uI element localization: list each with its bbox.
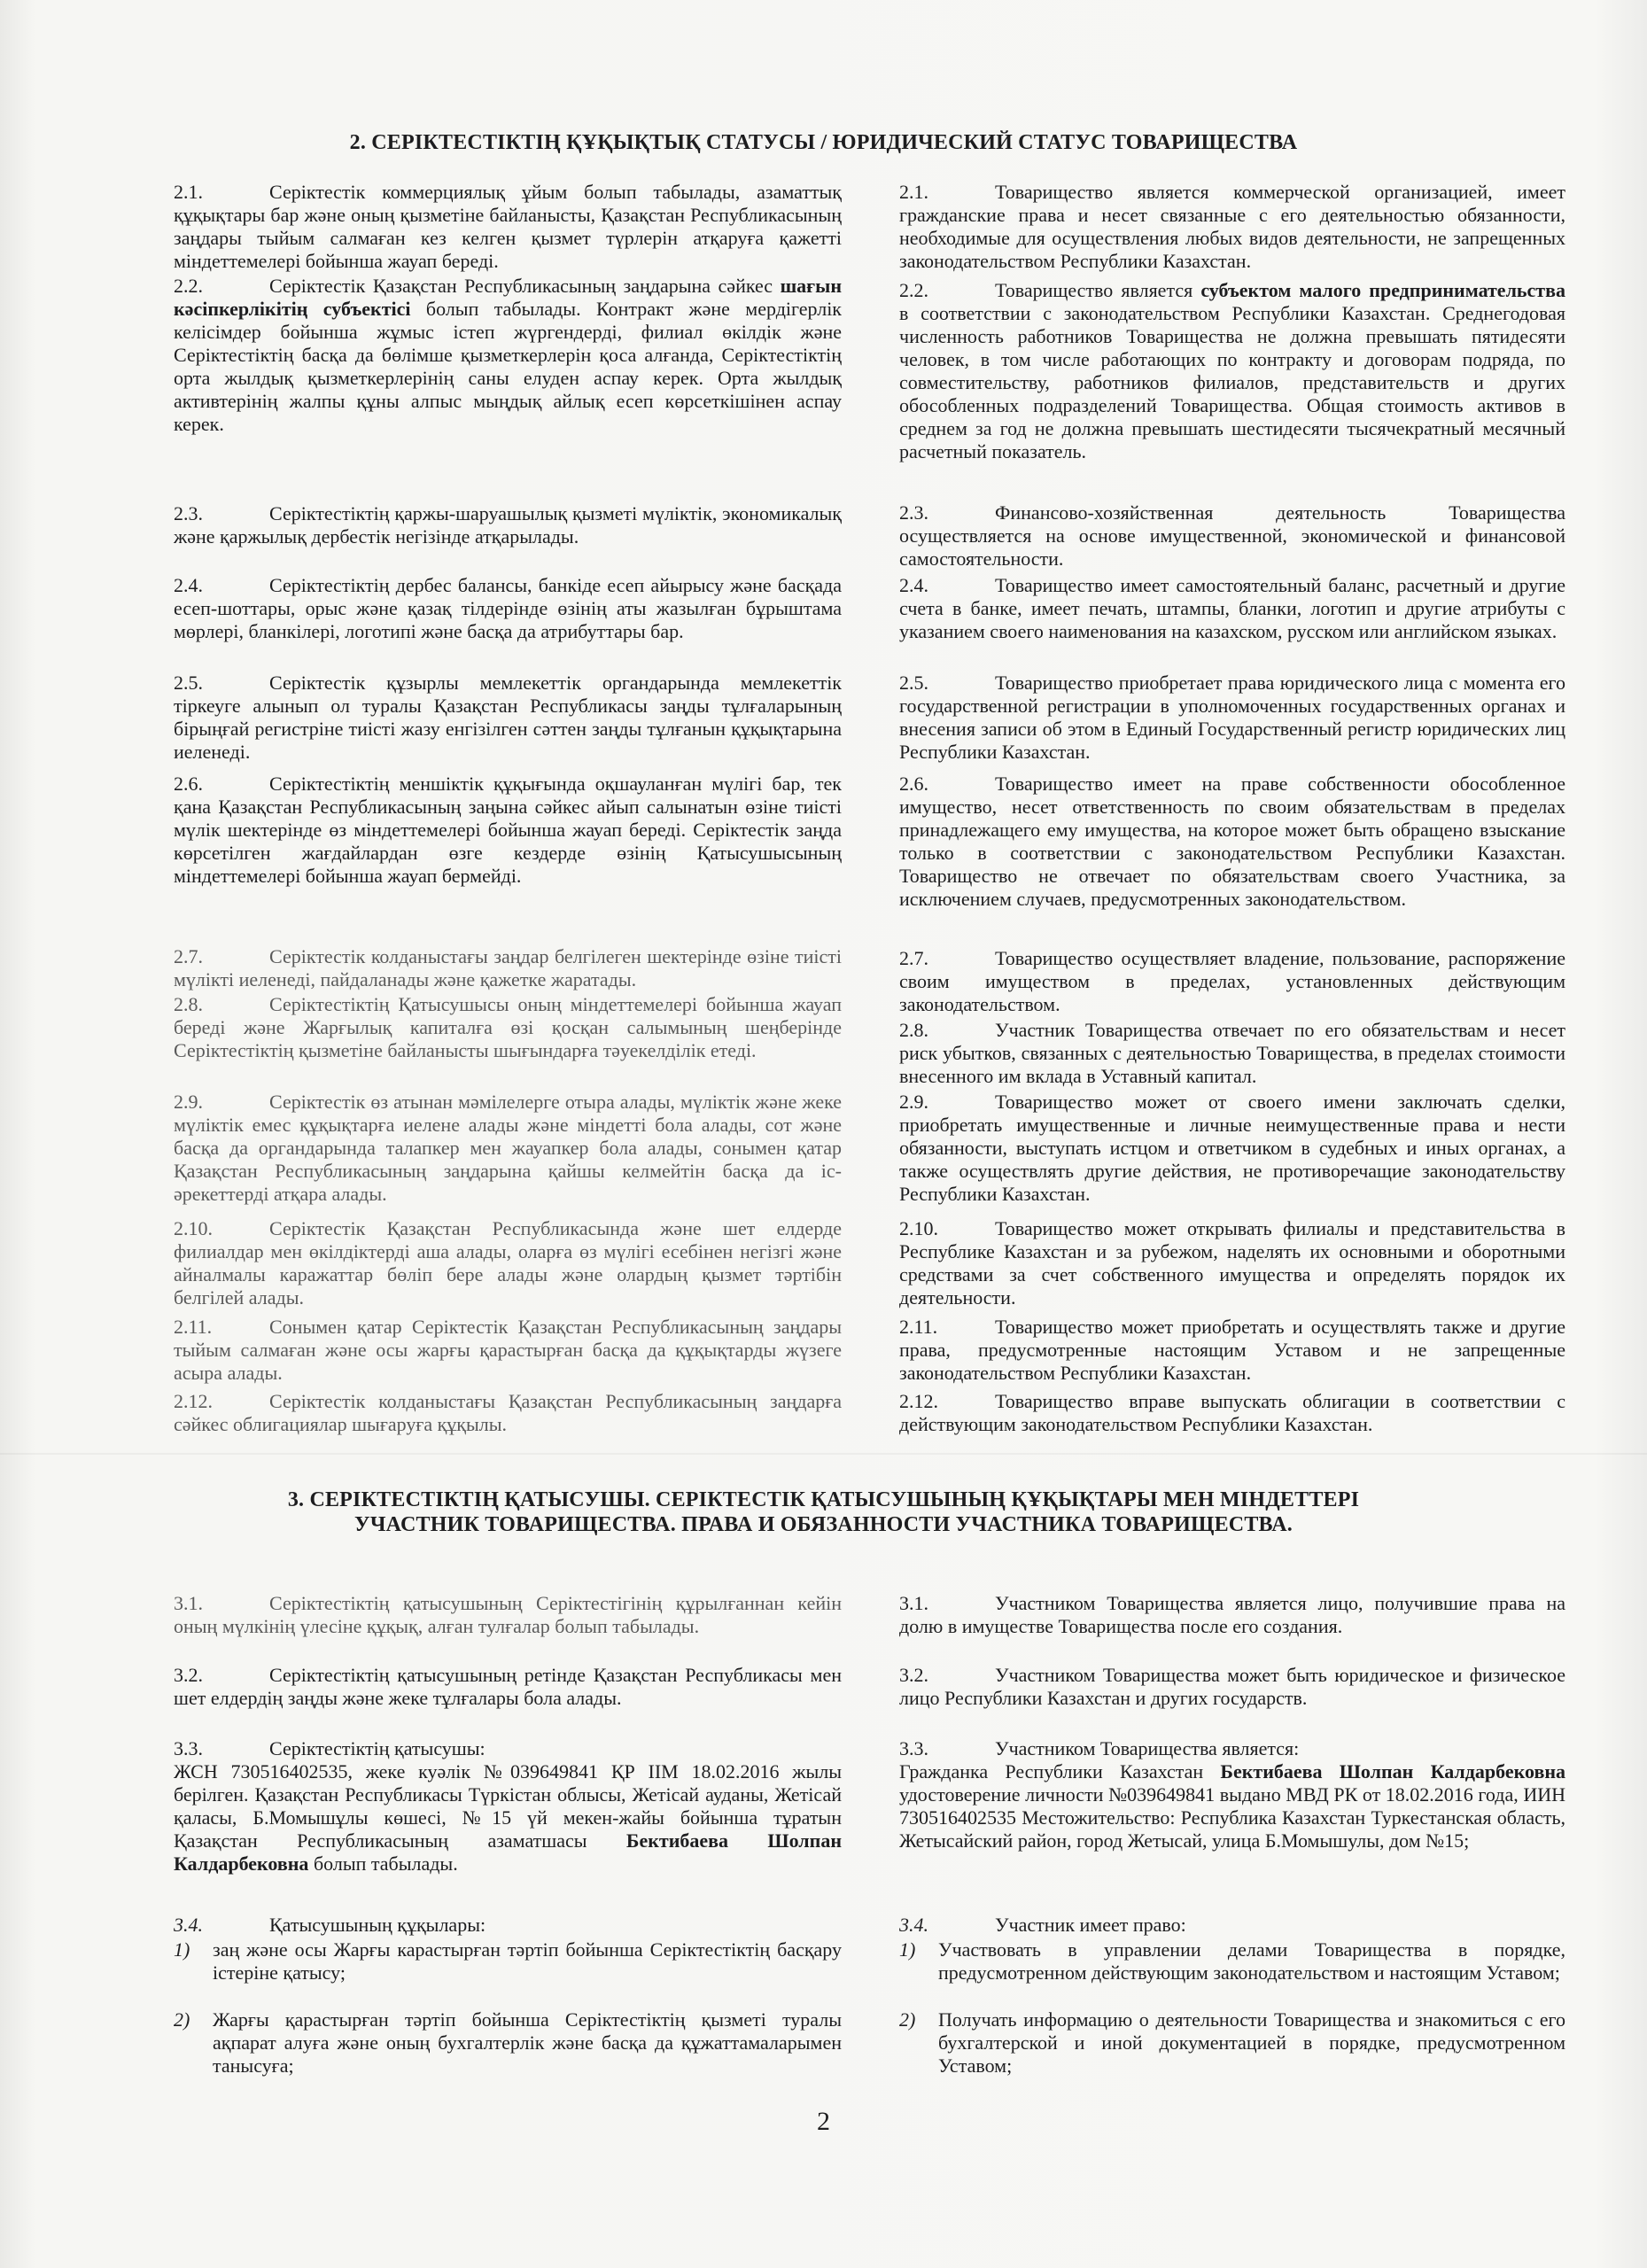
kz-clause-3-1: 3.1. Серіктестіктің қатысушының Серіктестігінің құрылғаннан кейін оның мүлкінің үлесіне құқық, алған тулғалар болып табылады. [174,1592,842,1637]
section-3-heading-line-1: 3. СЕРІКТЕСТІКТІҢ ҚАТЫСУШЫ. СЕРІКТЕСТІК ҚАТЫСУШЫНЫҢ ҚҰҚЫҚТАРЫ МЕН МІНДЕТТЕРІ [287,1488,1360,1511]
ru-clause-2-11: 2.11. Товарищество может приобретать и осуществлять также и другие права, предусмотренные настоящим Уставом и не запрещенные законодательством Республики Казахстан. [899,1316,1565,1384]
kz-clause-2-6: 2.6. Серіктестіктің меншіктік құқығында оқшауланған мүлігі бар, тек қана Қазақстан Республикасының заңына сәйкес айып салынатын өзіне тиісті мүлік шектерінде өз міндеттемелері бойынша жауап береді. Серіктестік заңда көрсетілген жағдайлардан өзге кездерде өзінің Қатысушысының міндеттемелері бойынша жауап бермейді. [174,773,842,887]
scan-fold-line [0,1453,1647,1455]
ru-clause-3-2: 3.2. Участником Товарищества может быть юридическое и физическое лицо Республики Казахстан и других государств. [899,1664,1565,1709]
ru-clause-2-9: 2.9. Товарищество может от своего имени заключать сделки, приобретать имущественные и личные неимущественные права и нести обязанности, выступать истцом и ответчиком в судебных и иных органах, а также осуществлять другие действия, не противоречащие законодательству Республики Казахстан. [899,1091,1565,1205]
kz-clause-3-4: 3.4. Қатысушының құқылары: [174,1914,486,1936]
kz-right-item-2: 2) Жарғы қарастырған тәртіп бойынша Серіктестіктің қызметі туралы ақпарат алуға және оның бухгалтерлік және басқа да құжаттамаларымен танысуға; [174,2008,842,2077]
ru-clause-3-3: 3.3. Участником Товарищества является: Гражданка Республики Казахстан Бектибаева Шолпан Калдарбековна удостоверение личности №039649841 выдано МВД РК от 18.02.2016 года, ИИН 730516402535 Местожительство: Республика Казахстан Туркестанская область, Жетысайский район, город Жетысай, улица Б.Момышулы, дом №15; [899,1737,1566,1852]
ru-clause-2-7: 2.7. Товарищество осуществляет владение, пользование, распоряжение своим имуществом в пределах, установленных действующим законодательством. [899,947,1565,1015]
ru-clause-2-6: 2.6. Товарищество имеет на праве собственности обособленное имущество, несет ответственность по своим обязательствам в пределах принадлежащего ему имущества, на которое может быть обращено взыскание только в соответствии с законодательством Республики Казахстан. Товарищество не отвечает по обязательствам своего Участника, за исключением случаев, предусмотренных законодательством. [899,773,1565,910]
ru-clause-2-4: 2.4. Товарищество имеет самостоятельный баланс, расчетный и другие счета в банке, имеет печать, штампы, бланки, логотип и другие атрибуты с указанием своего наименования на казахском, русском или английском языках. [899,574,1565,642]
kz-clause-2-8: 2.8. Серіктестіктің Қатысушысы оның міндеттемелері бойынша жауап береді және Жарғылық капиталға өзі қосқан салымының шеңберінде Серіктестіктің қызметіне байланысты шығындарға тәуекелділік етеді. [174,993,842,1061]
kz-clause-2-4: 2.4. Серіктестіктің дербес балансы, банкіде есеп айырысу және басқада есеп-шоттары, орыс және қазақ тілдерінде өзінің аты жазылған бұрыштама мөрлері, бланкілері, логотипі және басқа да атрибуттары бар. [174,574,842,642]
section-3-heading-line-2: УЧАСТНИК ТОВАРИЩЕСТВА. ПРАВА И ОБЯЗАННОСТИ УЧАСТНИКА ТОВАРИЩЕСТВА. [354,1513,1293,1536]
kz-clause-2-1: 2.1. Серіктестік коммерциялық ұйым болып табылады, азаматтық құқықтары бар және оның қызметіне байланысты, Қазақстан Республикасының заңдары тыйым салмаған кез келген қызмет түрлерін атқаруға қажетті міндеттемелері бойынша жауап береді. [174,181,842,272]
ru-clause-2-12: 2.12. Товарищество вправе выпускать облигации в соответствии с действующим законодательством Республики Казахстан. [899,1390,1565,1435]
kz-clause-2-10: 2.10. Серіктестік Қазақстан Республикасында және шет елдерде филиалдар мен өкілдіктерді аша алады, оларға өз мүлігі есебінен негізгі және айналмалы каражаттар бөліп бере алады және олардың қызмет тәртібін белгілей алады. [174,1217,842,1309]
ru-clause-3-1: 3.1. Участником Товарищества является лицо, получившие права на долю в имуществе Товарищества после его создания. [899,1592,1565,1637]
kz-clause-2-7: 2.7. Серіктестік колданыстағы заңдар белгілеген шектерінде өзіне тиісті мүлікті иеленеді, пайдаланады және қажетке жаратады. [174,945,842,990]
section-2-heading: 2. СЕРІКТЕСТІКТІҢ ҚҰҚЫҚТЫҚ СТАТУСЫ / ЮРИДИЧЕСКИЙ СТАТУС ТОВАРИЩЕСТВА [349,131,1298,154]
ru-clause-2-10: 2.10. Товарищество может открывать филиалы и представительства в Республике Казахстан и за рубежом, наделять их основными и оборотными средствами за счет собственного имущества и определять порядок их деятельности. [899,1217,1565,1309]
kz-clause-3-2: 3.2. Серіктестіктің қатысушының ретінде Қазақстан Республикасы мен шет елдердің заңды және жеке тұлғалары бола алады. [174,1664,842,1709]
kz-clause-2-2: 2.2. Серіктестік Қазақстан Республикасының заңдарына сәйкес шағын кәсіпкерлікітің субъектісі болып табылады. Контракт және мердігерлік келісімдер бойынша жұмыс істеп жүргендерді, филиал өкілдік және Серіктестіктің басқа да бөлімше қызметкерлерін қоса алғанда, Серіктестіктің орта жылдық қызметкерлерінің саны елуден аспау керек. Орта жылдық активтерінің жалпы құны алпыс мыңдық айлық есеп көрсеткішінен аспау керек. [174,275,842,435]
kz-clause-2-5: 2.5. Серіктестік құзырлы мемлекеттік органдарында мемлекеттік тіркеуге алынып ол туралы Қазақстан Республикасы заңды тұлғаларының бірыңғай регистріне тиісті жазу енгізілген сәттен заңды тұлғанын құқықтарына иеленеді. [174,672,842,763]
kz-clause-2-3: 2.3. Серіктестіктің қаржы-шаруашылық қызметі мүліктік, экономикалық және қаржылық дербестік негізінде атқарылады. [174,502,842,548]
kz-clause-2-9: 2.9. Серіктестік өз атынан мәмілелерге отыра алады, мүліктік және жеке мүліктік емес құқықтарға иелене алады және міндетті бола алады, сот және басқа да органдарында талапкер мен жауапкер бола алады, сонымен қатар Қазақстан Республикасының заңдарына қайшы келмейтін басқа да іс-әрекеттерді атқара алады. [174,1091,842,1205]
ru-right-item-2: 2) Получать информацию о деятельности Товарищества и знакомиться с его бухгалтерской и иной документацией в порядке, предусмотренном Уставом; [899,2008,1565,2077]
ru-clause-2-2: 2.2. Товарищество является субъектом малого предпринимательства в соответствии с законодательством Республики Казахстан. Среднегодовая численность работников Товарищества не должна превышать пятидесяти человек, в том числе работающих по контракту и договорам подряда, по совместительству, работников филиалов, представительств и других обособленных подразделений Товарищества. Общая стоимость активов в среднем за год не должна превышать шестидесяти тысячекратный месячный расчетный показатель. [899,279,1565,462]
ru-clause-2-5: 2.5. Товарищество приобретает права юридического лица с момента его государственной регистрации в уполномоченных государственных органах и внесения записи об этом в Единый Государственный регистр юридических лиц Республики Казахстан. [899,672,1565,763]
kz-clause-2-12: 2.12. Серіктестік колданыстағы Қазақстан Республикасының заңдарға сәйкес облигациялар шығаруға құқылы. [174,1390,842,1435]
ru-right-item-1: 1) Участвовать в управлении делами Товарищества в порядке, предусмотренном действующим законодательством и настоящим Уставом; [899,1938,1565,1984]
kz-right-item-1: 1) заң және осы Жарғы карастырған тәртіп бойынша Серіктестіктің басқару істеріне қатысу; [174,1938,842,1984]
ru-clause-2-1: 2.1. Товарищество является коммерческой организацией, имеет гражданские права и несет связанные с его деятельностью обязанности, необходимые для осуществления любых видов деятельности, не запрещенных законодательством Республики Казахстан. [899,181,1565,272]
ru-clause-2-8: 2.8. Участник Товарищества отвечает по его обязательствам и несет риск убытков, связанных с деятельностью Товарищества, в пределах стоимости внесенного им вклада в Уставный капитал. [899,1019,1565,1087]
ru-clause-3-4: 3.4. Участник имеет право: [899,1914,1186,1936]
page-number: 2 [817,2107,830,2136]
kz-clause-3-3: 3.3. Серіктестіктің қатысушы: ЖСН 730516402535, жеке куәлік №039649841 ҚР ІІМ 18.02.2016 жылы берілген. Қазақстан Республикасы Түркістан облысы, Жетісай ауданы, Жетісай қаласы, Б.Момышұлы көшесі, №15 үй мекен-жайы бойынша тұратын Қазақстан Республикасының азаматшасы Бектибаева Шолпан Калдарбековна болып табылады. [174,1737,842,1875]
kz-clause-2-11: 2.11. Сонымен қатар Серіктестік Қазақстан Республикасының заңдары тыйым салмаған және осы жарғы қарастырған басқа да құқықтарды жүзеге асыра алады. [174,1316,842,1384]
ru-clause-2-3: 2.3. Финансово-хозяйственная деятельность Товарищества осуществляется на основе имущественной, экономической и финансовой самостоятельности. [899,501,1565,570]
